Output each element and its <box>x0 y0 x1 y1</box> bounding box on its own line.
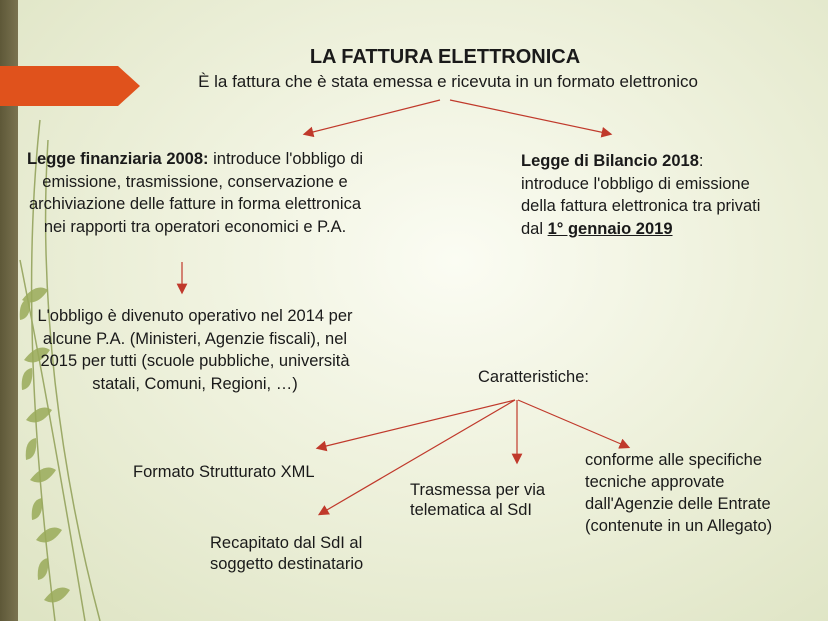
arrow-title-right <box>450 100 610 134</box>
caratteristiche-label: Caratteristiche: <box>478 368 589 386</box>
legge-finanziaria-2008-bold: Legge finanziaria 2008: <box>26 150 209 168</box>
legge-finanziaria-2008 <box>20 148 370 238</box>
arrow-to-conforme <box>518 400 628 447</box>
legge-bilancio-2018 <box>521 150 761 240</box>
legge-finanziaria-2008-text: introduce l'obbligo di emissione, trasmissione, conservazione e archiviazione delle fatture in forma elettronica nei rapporti tra operatori economici e P.A. <box>28 150 364 236</box>
feature-trasmessa-telematica: Trasmessa per via telematica al SdI <box>410 481 546 519</box>
legge-bilancio-2018-date: 1° gennaio 2019 <box>547 219 673 238</box>
feature-conforme-specifiche: conforme alle specifiche tecniche approvate dall'Agenzie delle Entrate (contenute in un Allegato) <box>585 451 773 535</box>
arrow-title-left <box>305 100 440 134</box>
legge-bilancio-2018-bold: Legge di Bilancio 2018 <box>521 152 699 170</box>
feature-formato-xml: Formato Strutturato XML <box>133 463 315 481</box>
page-subtitle: È la fattura che è stata emessa e ricevuta in un formato elettronico <box>198 72 698 91</box>
obbligo-operativo: L'obbligo è divenuto operativo nel 2014 per alcune P.A. (Ministeri, Agenzie fiscali), nel 2015 per tutti (scuole pubbliche, università statali, Comuni, Regioni, …) <box>37 307 353 393</box>
feature-recapitato-sdi: Recapitato dal SdI al soggetto destinatario <box>210 534 364 573</box>
legge-bilancio-2018-text: : introduce l'obbligo di emissione della fattura elettronica tra privati dal <box>521 152 761 238</box>
arrow-to-xml <box>318 400 515 448</box>
page-title: LA FATTURA ELETTRONICA <box>309 46 581 68</box>
